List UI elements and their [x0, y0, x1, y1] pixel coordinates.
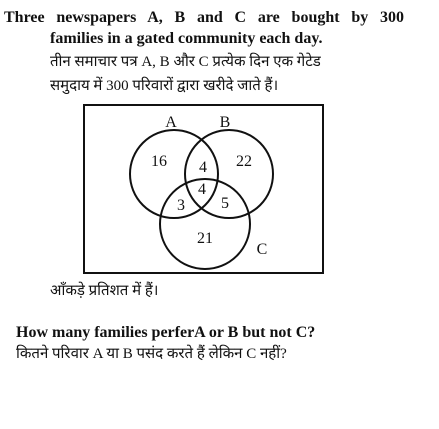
- problem-statement-line-2: families in a gated community each day.: [50, 30, 323, 47]
- region-only-a: 16: [151, 153, 167, 170]
- problem-statement-hindi-line-2: समुदाय में 300 परिवारों द्वारा खरीदे जाते हैं।: [50, 78, 279, 94]
- label-set-b: B: [219, 114, 231, 131]
- question-text-hindi: कितने परिवार A या B पसंद करते हैं लेकिन C नहीं?: [16, 346, 287, 362]
- region-only-b: 22: [236, 153, 252, 170]
- question-text: How many families perferA or B but not C?: [16, 324, 316, 341]
- region-a-b-c: 4: [198, 181, 206, 198]
- label-set-c: C: [256, 241, 268, 258]
- data-note: आँकड़े प्रतिशत में हैं।: [50, 283, 159, 299]
- region-a-and-b: 4: [199, 159, 207, 176]
- venn-diagram: [83, 104, 324, 274]
- problem-statement-hindi-line-1: तीन समाचार पत्र A, B और C प्रत्येक दिन एक गेटेड: [50, 54, 321, 70]
- region-only-c: 21: [197, 230, 213, 247]
- problem-statement-line-1: Three newspapers A, B and C are bought by 300: [4, 9, 404, 26]
- region-a-and-c: 3: [177, 197, 185, 214]
- region-b-and-c: 5: [221, 195, 229, 212]
- label-set-a: A: [165, 114, 177, 131]
